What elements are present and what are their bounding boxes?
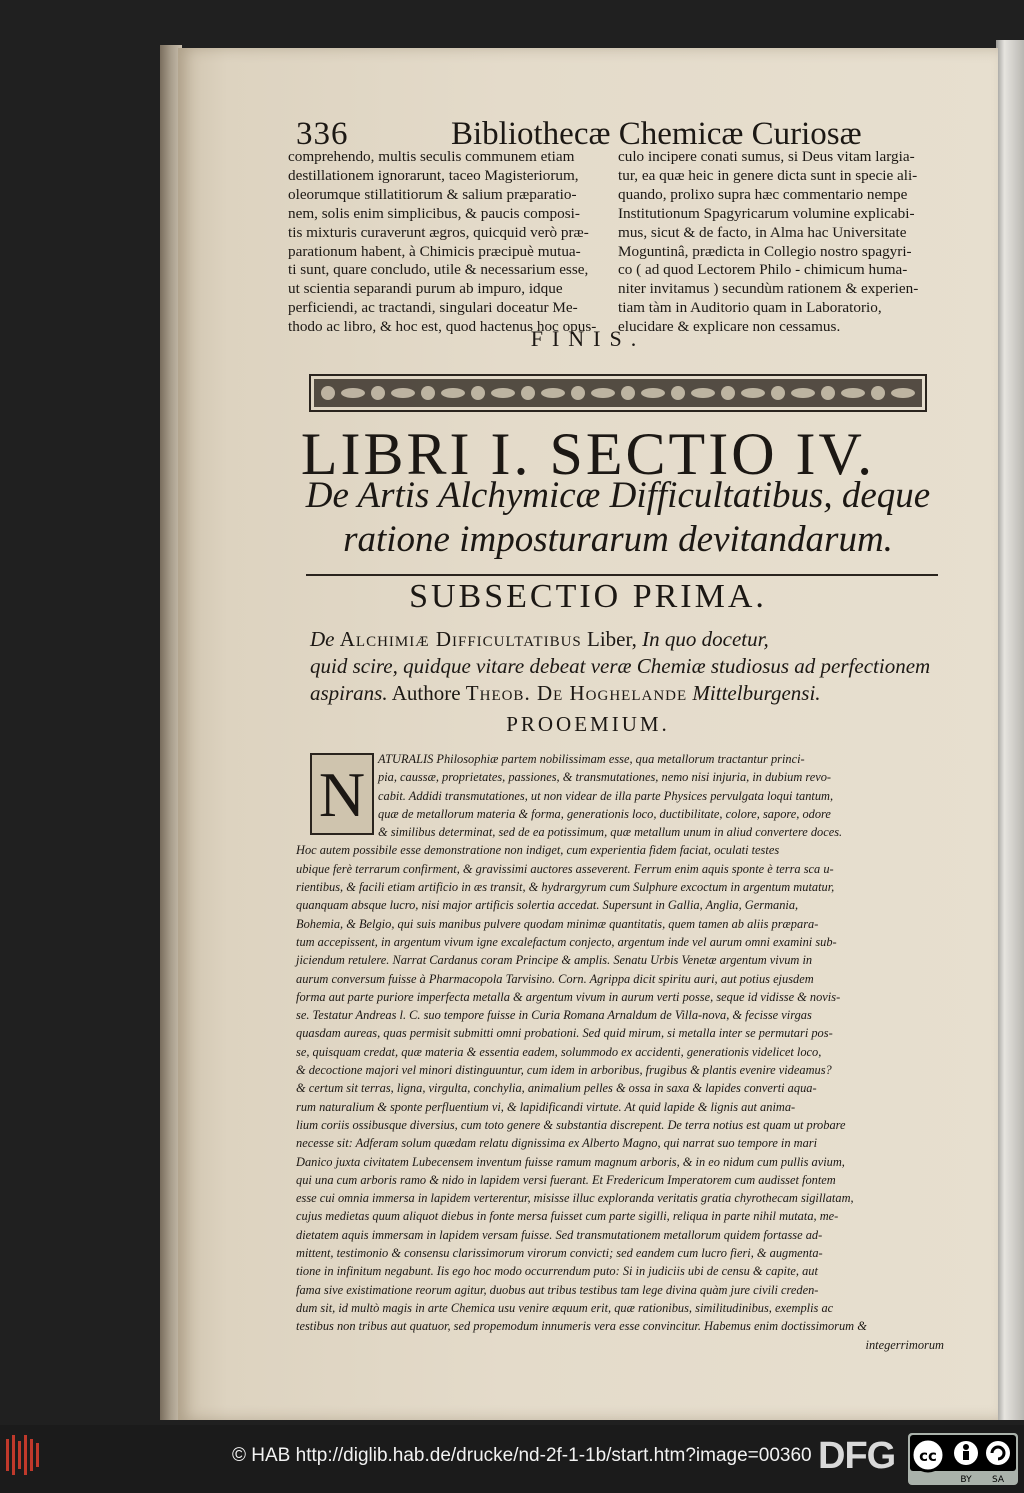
section-subtitle-line: ratione imposturarum devitandarum. xyxy=(343,519,893,560)
text-line: thodo ac libro, & hoc est, quod hactenus hoc opus- xyxy=(288,318,597,336)
decorative-border-ornament xyxy=(308,373,928,413)
text-line: fama sive existimatione reorum agitur, duobus aut tribus testibus tam lege divina quàm jure civili creden- xyxy=(296,1282,819,1297)
text-line: destillationem ignorarunt, taceo Magisteriorum, xyxy=(288,166,579,184)
author-name: Theob. De Hoghelande xyxy=(465,681,688,705)
title-fragment: aspirans. xyxy=(310,681,388,705)
section-subtitle-line: De Artis Alchymicæ Difficultatibus, deque xyxy=(305,475,931,516)
text-line: necesse sit: Adferam solum quædam relatu dignissima ex Alberto Magno, qui narrat suo tempore in mari xyxy=(296,1136,818,1151)
text-line: elucidare & explicare non cessamus. xyxy=(618,318,841,336)
text-line: pia, caussæ, proprietates, passiones, & transmutationes, nemo nisi injuria, in dubium revo- xyxy=(378,770,832,785)
text-line: cabit. Addidi transmutationes, ut non videar de illa parte Physices pervulgata loqui tantum, xyxy=(378,788,834,803)
text-line: Institutionum Spagyricarum volumine explicabi- xyxy=(618,204,915,222)
text-line: ti sunt, quare concludo, utile & necessarium esse, xyxy=(288,261,589,279)
text-line: jiciendum retulere. Narrat Cardanus coram Principe & amplis. Senatu Urbis Venetæ argentum vivum in xyxy=(296,953,813,968)
text-line: tione in infinitum negabunt. Iis ego hoc modo occurrendum puto: Si in judiciis ubi de censu & capite, aut xyxy=(296,1264,818,1279)
text-line: & similibus determinat, sed de ea potissimum, quæ metallum unum in aliud convertere doces. xyxy=(378,825,843,840)
sa-icon xyxy=(986,1441,1010,1465)
text-line: & decoctione majori vel minori distinguuntur, cum idem in arboribus, frugibus & plantis evenire videamus? xyxy=(296,1063,832,1078)
left-column xyxy=(288,148,598,337)
section-title: LIBRI I. SECTIO IV. xyxy=(300,421,876,487)
text-line: mus, sicut & de facto, in Alma hac Universitate xyxy=(618,223,907,241)
title-fragment: Authore xyxy=(391,681,461,705)
text-line: perficiendi, ac tractandi, singulari doceatur Me- xyxy=(288,299,578,317)
prooemium-heading: PROOEMIUM. xyxy=(506,712,670,736)
sa-label: SA xyxy=(991,1475,1005,1485)
text-line: culo incipere conati sumus, si Deus vitam largia- xyxy=(618,148,915,165)
text-line: oleorumque stillatitiorum & salium præparatio- xyxy=(288,185,577,203)
title-fragment: Mittelburgensi. xyxy=(692,681,821,705)
section-subtitle xyxy=(278,474,958,562)
book-title-block xyxy=(310,626,940,707)
source-link[interactable]: © HAB http://diglib.hab.de/drucke/nd-2f-1-1b/start.htm?image=00360 xyxy=(232,1445,812,1466)
by-icon xyxy=(954,1441,978,1465)
text-line: esse cui omnia immersa in lapidem verterentur, misisse illuc exploranda veritatis gratia chyrothecam sigillatam, xyxy=(296,1191,854,1206)
initial-letter: N xyxy=(318,759,366,830)
library-barcode-icon xyxy=(6,1435,40,1475)
book-page xyxy=(178,48,998,1420)
horizontal-rule xyxy=(306,574,938,576)
text-line: quanquam absque lucro, nisi major artificis solertia accedat. Supersunt in Gallia, Anglia, Germania, xyxy=(296,898,799,913)
title-fragment: In quo docetur, xyxy=(642,627,769,651)
text-line: tis mixturis curaverunt ægros, quicquid verò præ- xyxy=(288,223,589,241)
text-line: dum sit, id multò magis in arte Chemica usu venire æquum erit, quæ rationibus, similitudinibus, exemplis ac xyxy=(296,1300,834,1315)
text-line: tiam tàm in Auditorio quam in Laboratorio, xyxy=(618,299,882,317)
page-number: 336 xyxy=(296,116,349,152)
text-line: parationum habent, à Chimicis præcipuè mutua- xyxy=(288,242,581,260)
text-line: quæ de metallorum materia & forma, generationis loco, ductibilitate, colore, sapore, odore xyxy=(378,806,831,821)
title-fragment: Alchimiæ Difficultatibus xyxy=(339,627,582,651)
text-line: niter invitamus ) secundùm rationem & experien- xyxy=(618,280,919,298)
text-line: tur, ea quæ heic in genere dicta sunt in specie ali- xyxy=(618,166,918,184)
body-text xyxy=(296,750,944,1354)
text-line: cujus medietas quum aliquot diebus in fonte mersa fuisset cum parte sigilli, reliqua in parte nihil mutata, me- xyxy=(296,1209,839,1224)
text-line: tum accepissent, in argentum vivum igne excalefactum conjecto, argentum inde vel aurum omni examini sub- xyxy=(296,934,837,949)
text-line: Moguntinâ, prædicta in Collegio nostro spagyri- xyxy=(618,242,912,260)
text-line: Danico juxta civitatem Lubecensem inventum fuisse ramum magnum arboris, & in eo nidum cum pullis avium, xyxy=(296,1154,845,1169)
text-line: testibus non tribus aut quatuor, sed propemodum innumeris vera esse convincitur. Habemus enim doctissimorum & xyxy=(296,1319,867,1334)
text-line: Hoc autem possibile esse demonstratione non indiget, cum experientia fidem faciat, oculati testes xyxy=(296,843,780,858)
next-page-edge xyxy=(996,40,1024,1420)
text-line: qui una cum arboris ramo & nido in lapidem versi fuerant. Et Fredericum Imperatorem cum audisset fontem xyxy=(296,1172,836,1187)
title-line xyxy=(310,653,940,680)
title-fragment: quid scire, quidque vitare debeat veræ Chemiæ studiosus ad perfectionem xyxy=(310,654,931,678)
text-line: quasdam aureas, quas permisit submitti omni probationi. Sed quid mirum, si metalla inter se permutari pos- xyxy=(296,1026,833,1041)
title-fragment: De xyxy=(310,627,335,651)
running-title: Bibliothecæ Chemicæ Curiosæ xyxy=(451,116,862,152)
cc-icon xyxy=(912,1439,944,1471)
creative-commons-license-icon[interactable] xyxy=(908,1433,1018,1485)
title-fragment: Liber, xyxy=(587,627,637,651)
text-line: lium coriis ossibusque diversius, cum toto genere & substantia discrepent. De terra notius est quam ut probare xyxy=(296,1117,846,1132)
text-line: ut scientia separandi purum ab impuro, idque xyxy=(288,280,563,298)
dfg-logo: DFG xyxy=(818,1435,896,1477)
finis-heading: FINIS. xyxy=(530,326,646,351)
title-line xyxy=(310,680,940,707)
text-line: Bohemia, & Belgio, qui suis manibus pulvere quodam minimæ quantitatis, quem tamen ab aliis præpara- xyxy=(296,916,819,931)
text-line: se, quisquam credat, quæ materia & essentia eadem, solummodo ex accidenti, generationis videlicet loco, xyxy=(296,1044,822,1059)
text-line: ubique ferè terrarum confirment, & gravissimi auctores asseverent. Ferrum enim aquis sponte è terra sca u- xyxy=(296,861,834,876)
text-line: ATURALIS Philosophiæ partem nobilissimam esse, qua metallorum tractantur princi- xyxy=(378,752,805,766)
text-line: co ( ad quod Lectorem Philo - chimicum huma- xyxy=(618,261,908,279)
text-line: & certum sit terras, ligna, virgulta, conchylia, animalium pelles & ossa in saxa & lapides converti aqua- xyxy=(296,1081,817,1096)
text-line: dietatem aquis immersam in lapidem versam fuisse. Sed transmutationem metallorum quidem fortasse ad- xyxy=(296,1227,823,1242)
text-line: mittent, testimonio & consensu clarissimorum virorum convicti; sed eandem cum lucro fieri, & augmenta- xyxy=(296,1246,823,1261)
text-line: aurum conversum fuisse à Pharmacopola Tarvisino. Corn. Agrippa dicit spiritu auri, aut potius ejusdem xyxy=(296,971,814,986)
text-line: comprehendo, multis seculis communem etiam xyxy=(288,148,575,165)
text-line: forma aut parte puriore imperfecta metalla & argentum vivum in aurum verti posse, seque id vidisse & novis- xyxy=(296,989,841,1004)
catchword: integerrimorum xyxy=(865,1337,944,1352)
text-line: se. Testatur Andreas l. C. suo tempore fuisse in Curia Romana Arnaldum de Villa-nova, & fecisse virgas xyxy=(296,1008,812,1023)
svg-text:cc: cc xyxy=(919,1447,937,1465)
text-line: quando, prolixo supra hæc commentario nempe xyxy=(618,185,908,203)
text-line: nem, solis enim simplicibus, & paucis composi- xyxy=(288,204,580,222)
text-line: rum naturalium & sponte perfluentium vi, & lapidificandi virtute. At quid lapide & lignis aut anima- xyxy=(296,1099,796,1114)
subsection-title: SUBSECTIO PRIMA. xyxy=(409,578,767,615)
by-label: BY xyxy=(960,1475,972,1485)
text-line: rientibus, & facili etiam artificio in æs transit, & hydrargyrum cum Sulphure excoctum in argentum mutatur, xyxy=(296,880,835,895)
right-column xyxy=(618,148,928,337)
viewer-footer xyxy=(0,1425,1024,1493)
title-line xyxy=(310,626,940,653)
